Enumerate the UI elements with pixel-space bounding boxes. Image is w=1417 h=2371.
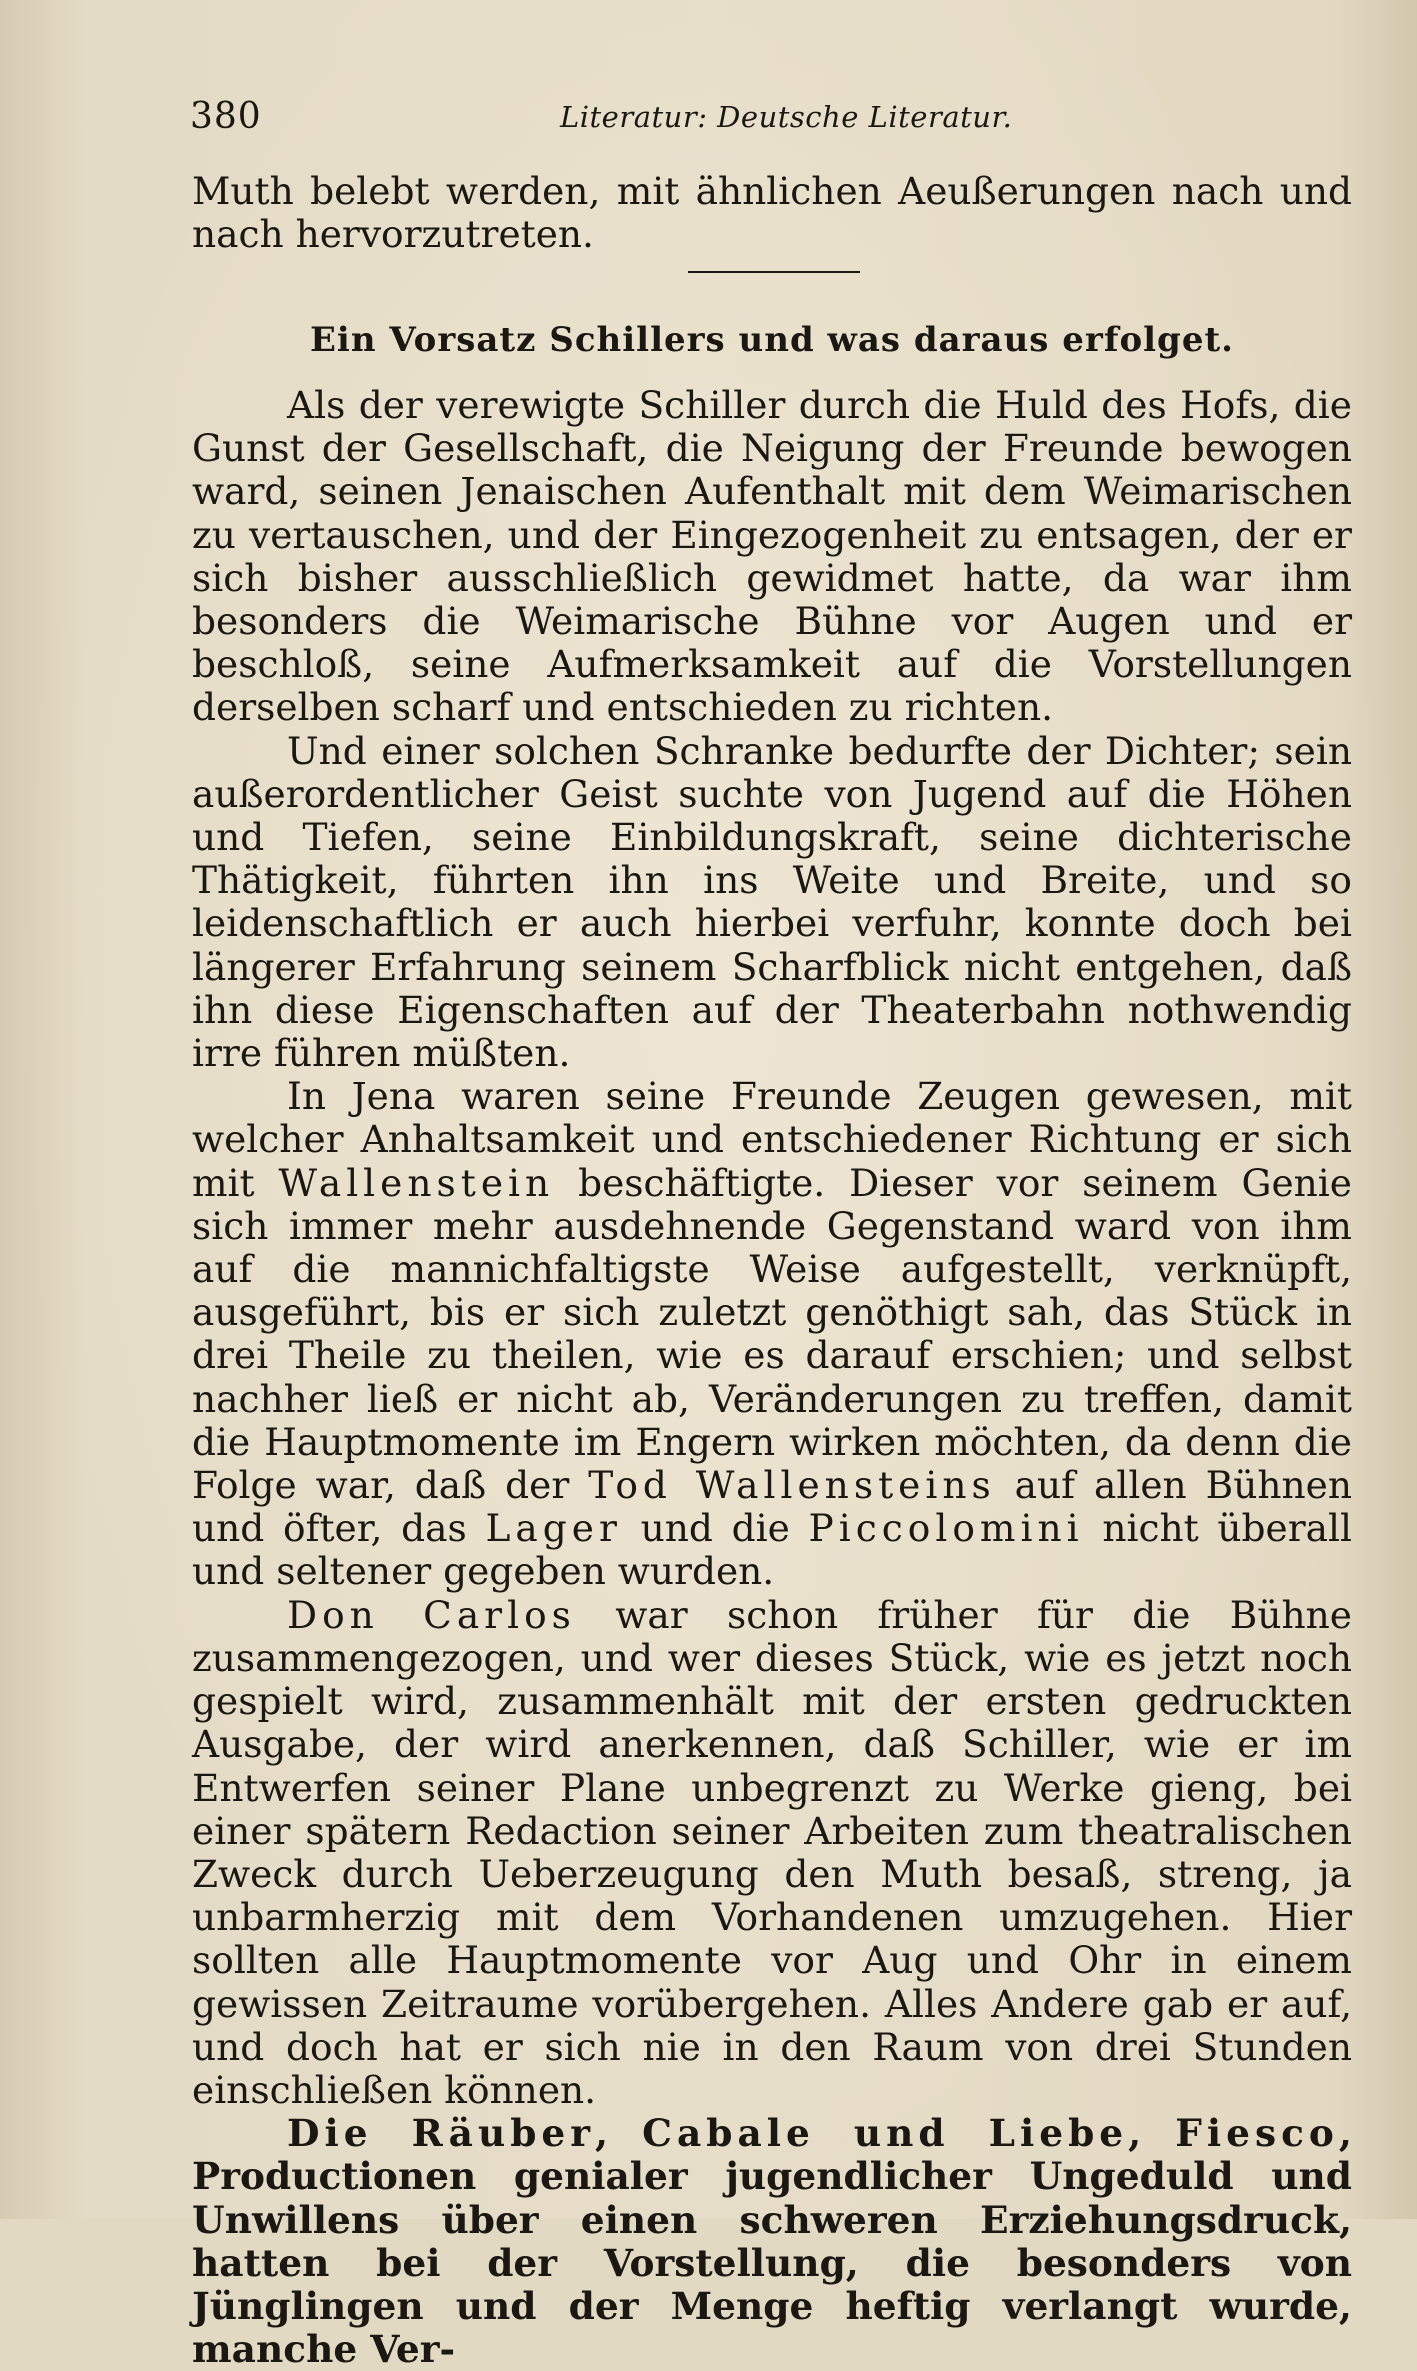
paragraph-3-middle: auf allen Bühnen und öfter, das <box>192 1463 1352 1551</box>
work-title-tod-wallensteins: Tod Wallensteins <box>588 1463 996 1508</box>
paragraph-5-sep-1: , <box>595 2111 643 2156</box>
paragraph-5-sep-2: , <box>1128 2111 1176 2156</box>
running-head: Literatur: Deutsche Literatur. <box>560 100 1013 134</box>
continuation-paragraph: Muth belebt werden, mit ähnlichen Aeußerungen nach und nach hervorzutreten. <box>192 169 1352 257</box>
paragraph-4 <box>192 1594 1352 2112</box>
paragraph-3-after: beschäftigte. Dieser vor seinem Genie sich immer mehr ausdehnende Gegenstand ward von ihm auf die mannichfaltigste Weise aufgestellt, verknüpft, ausgeführt, bis er sich zuletzt genöthigt sah, das Stück in drei Theile zu theilen, wie es darauf erschien; und selbst nachher ließ er nicht ab, Veränderungen zu treffen, damit die Hauptmomente im Engern wirken möchten, da denn die Folge war, daß der <box>192 1160 1352 1508</box>
paragraph-3-end: nicht überall und seltener gegeben wurden. <box>192 1506 1353 1594</box>
work-title-cabale-und-liebe: Cabale und Liebe <box>642 2111 1129 2156</box>
page-number: 380 <box>190 96 262 137</box>
paragraph-5-text: , Productionen genialer jugendlicher Ungeduld und Unwillens über einen schweren Erziehungsdruck, hatten bei der Vorstellung, die besonders von Jünglingen und der Menge heftig verlangt wurde, manche Ver- <box>192 2111 1352 2371</box>
paragraph-4-text: war schon früher für die Bühne zusammengezogen, und wer dieses Stück, wie es jetzt noch gespielt wird, zusammenhält mit der ersten gedruckten Ausgabe, der wird anerkennen, daß Schiller, wie er im Entwerfen seiner Plane unbegrenzt zu Werke gieng, bei einer spätern Redaction seiner Arbeiten zum theatralischen Zweck durch Ueberzeugung den Muth besaß, streng, ja unbarmherzig mit dem Vorhandenen umzugehen. Hier sollten alle Hauptmomente vor Aug und Ohr in einem gewissen Zeitraume vorübergehen. Alles Andere gab er auf, und doch hat er sich nie in den Raum von drei Stunden einschließen können. <box>192 1592 1352 2112</box>
work-title-fiesco: Fiesco <box>1175 2111 1339 2156</box>
section-divider <box>688 271 860 273</box>
work-title-lager: Lager <box>485 1506 622 1551</box>
paragraph-3-before: In Jena waren seine Freunde Zeugen gewesen, mit welcher Anhaltsamkeit und entschiedener Richtung er sich mit <box>192 1074 1352 1205</box>
paragraph-3-middle-2: und die <box>621 1506 809 1551</box>
page-header <box>190 92 1360 142</box>
section-body <box>192 384 1352 2371</box>
continuation-text <box>192 170 1352 256</box>
work-title-don-carlos: Don Carlos <box>287 1592 576 1637</box>
work-title-piccolomini: Piccolomini <box>808 1506 1084 1551</box>
work-title-die-raeuber: Die Räuber <box>287 2111 596 2156</box>
paragraph-3 <box>192 1075 1352 1593</box>
section-heading: Ein Vorsatz Schillers und was daraus erfolget. <box>310 320 1234 360</box>
work-title-wallenstein: Wallenstein <box>278 1160 555 1205</box>
paragraph-5 <box>192 2112 1352 2371</box>
paragraph-2: Und einer solchen Schranke bedurfte der Dichter; sein außerordentlicher Geist suchte von Jugend auf die Höhen und Tiefen, seine Einbildungskraft, seine dichterische Thätigkeit, führten ihn ins Weite und Breite, und so leidenschaftlich er auch hierbei verfuhr, konnte doch bei längerer Erfahrung seinem Scharfblick nicht entgehen, daß ihn diese Eigenschaften auf der Theaterbahn nothwendig irre führen müßten. <box>192 728 1352 1076</box>
paragraph-1: Als der verewigte Schiller durch die Huld des Hofs, die Gunst der Gesellschaft, die Neigung der Freunde bewogen ward, seinen Jenaischen Aufenthalt mit dem Weimarischen zu vertauschen, und der Eingezogenheit zu entsagen, der er sich bisher ausschließlich gewidmet hatte, da war ihm besonders die Weimarische Bühne vor Augen und er beschloß, seine Aufmerksamkeit auf die Vorstellungen derselben scharf und entschieden zu richten. <box>192 383 1352 730</box>
